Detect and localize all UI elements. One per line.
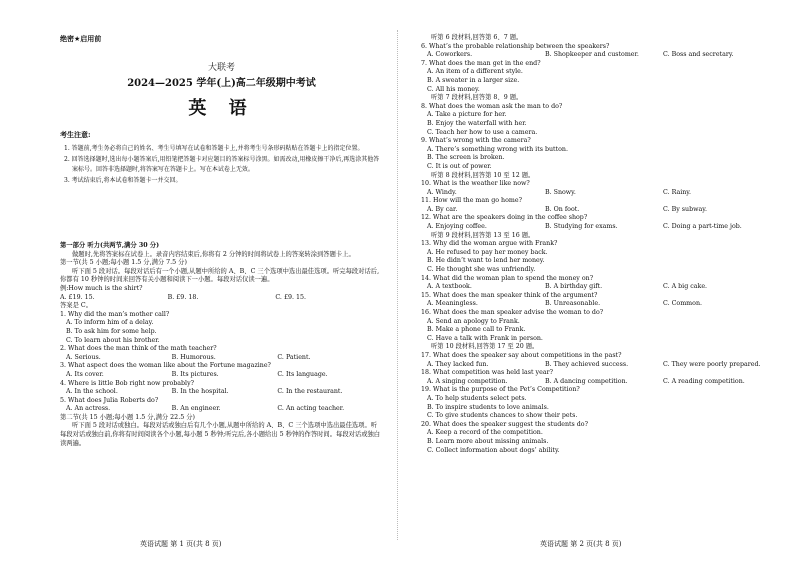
answer-options	[60, 354, 383, 363]
listen-instruction: 听第 10 段材料,回答第 17 至 20 题。	[431, 343, 539, 351]
answer-options	[60, 405, 383, 414]
option: B. To ask him for some help.	[66, 327, 157, 335]
option: A. An item of a different style.	[427, 68, 523, 76]
section1-title: 第一节(共 5 小题;每小题 1.5 分,满分 7.5 分)	[60, 259, 187, 267]
option: B. Enjoy the waterfall with her.	[427, 119, 527, 127]
option: B. Learn more about missing animals.	[427, 437, 549, 445]
answer-options	[421, 223, 781, 232]
option: C. They were poorly prepared.	[663, 360, 761, 368]
option: C. Rainy.	[663, 188, 692, 196]
option: B. A birthday gift.	[545, 283, 603, 291]
option: B. Snowy.	[545, 188, 576, 196]
option: C. To give students chances to show their pets.	[427, 412, 578, 420]
answer-options	[421, 378, 781, 387]
section2-intro: 听下面 5 段对话或独白。每段对话或独白后有几个小题,从题中所给的 A、B、C 三个选项中选出最佳选项。听每段对话或独白前,你将有时间阅读各个小题,每小题 5 秒钟;听完后,各小题给出 5 秒钟的作答时间。每段对话或独白读两遍。	[60, 422, 381, 447]
option: C. Boss and secretary.	[663, 51, 734, 59]
option: C. Have a talk with Frank in person.	[427, 334, 543, 342]
option: C. Common.	[663, 300, 702, 308]
option: C. He thought she was unfriendly.	[427, 266, 536, 274]
option: B. In the hospital.	[171, 388, 229, 396]
question-text: 1. Why did the man’s mother call?	[60, 310, 170, 318]
exam-name: 大联考	[207, 63, 235, 73]
option: A. A textbook.	[427, 283, 472, 291]
answer-options	[421, 318, 781, 344]
secret-label: 绝密★启用前	[60, 35, 102, 43]
option: C. An acting teacher.	[277, 405, 345, 413]
option: A. Take a picture for her.	[427, 111, 507, 119]
example-answer: 答案是 C。	[60, 302, 93, 310]
question-text: 10. What is the weather like now?	[421, 180, 530, 188]
question-text: 9. What’s wrong with the camera?	[421, 137, 531, 145]
option: C. £9. 15.	[275, 293, 306, 301]
subject-title: 英 语	[188, 98, 255, 119]
option: A. Keep a record of the competition.	[427, 429, 543, 437]
listen-instruction: 听第 7 段材料,回答第 8、9 题。	[431, 94, 523, 102]
question-text: 20. What does the speaker suggest the students do?	[421, 420, 588, 428]
question-list	[60, 311, 383, 414]
answer-options	[60, 319, 383, 345]
listen-instruction: 听第 9 段材料,回答第 13 至 16 题。	[431, 231, 535, 239]
note-item: 3. 考试结束后,将本试卷和答题卡一并交回。	[64, 177, 182, 184]
page-divider	[397, 30, 398, 540]
option: A. To inform him of a delay.	[66, 319, 154, 327]
notes-title: 考生注意:	[60, 130, 91, 139]
question-list-right	[421, 34, 781, 455]
answer-options	[421, 283, 781, 292]
option: B. Make a phone call to Frank.	[427, 326, 526, 334]
answer-options	[421, 68, 781, 94]
option: B. They achieved success.	[545, 360, 629, 368]
answer-options	[421, 249, 781, 275]
option: A. There’s something wrong with its button.	[427, 145, 568, 153]
notes-list	[64, 144, 382, 187]
option: C. By subway.	[663, 205, 707, 213]
section2-title: 第二节(共 15 小题;每小题 1.5 分,满分 22.5 分)	[60, 413, 195, 421]
exam-year: 2024—2025 学年(上)高二年级期中考试	[127, 78, 316, 89]
option: C. Patient.	[277, 353, 311, 361]
answer-options	[421, 429, 781, 455]
option: C. It is out of power.	[427, 162, 492, 170]
option: C. Doing a part-time job.	[663, 223, 742, 231]
question-text: 3. What aspect does the woman like about the Fortune magazine?	[60, 362, 271, 370]
option: B. He didn’t want to lend her money.	[427, 257, 545, 265]
option: A. Its cover.	[66, 370, 104, 378]
option: B. The screen is broken.	[427, 154, 505, 162]
option: C. A big cake.	[663, 283, 708, 291]
option: A. By car.	[427, 205, 458, 213]
part1-intro: 做题时,先将答案标在试卷上。录音内容结束后,你将有 2 分钟的时间将试卷上的答案转涂到答题卡上。	[72, 250, 355, 258]
question-text: 8. What does the woman ask the man to do?	[421, 102, 563, 110]
answer-options	[421, 111, 781, 137]
option: B. Unreasonable.	[545, 300, 601, 308]
question-text: 18. What competition was held last year?	[421, 369, 553, 377]
option: B. A sweater in a larger size.	[427, 76, 520, 84]
option: B. Humorous.	[171, 353, 216, 361]
listen-instruction: 听第 6 段材料,回答第 6、7 题。	[431, 34, 523, 41]
section1-intro: 听下面 5 段对话。每段对话后有一个小题,从题中所给的 A、B、C 三个选项中选出最佳选项。听完每段对话后,你都有 10 秒钟的时间来回答有关小题和阅读下一小题。每段对话仅读一遍。	[60, 267, 380, 284]
option: C. A reading competition.	[663, 377, 745, 385]
option: B. On foot.	[545, 205, 580, 213]
option: C. All his money.	[427, 85, 480, 93]
option: A. £19. 15.	[60, 293, 95, 301]
question-text: 12. What are the speakers doing in the coffee shop?	[421, 214, 588, 222]
option: C. Its language.	[277, 370, 328, 378]
option: C. Teach her how to use a camera.	[427, 128, 538, 136]
option: A. Serious.	[66, 353, 101, 361]
option: A. Send an apology to Frank.	[427, 317, 520, 325]
answer-options	[421, 361, 781, 370]
answer-options	[60, 371, 383, 380]
option: B. £9. 18.	[167, 293, 199, 301]
question-text: 6. What’s the probable relationship between the speakers?	[421, 42, 610, 50]
option: B. An engineer.	[171, 405, 221, 413]
question-text: 14. What did the woman plan to spend the money on?	[421, 274, 594, 282]
option: B. Studying for exams.	[545, 223, 618, 231]
question-text: 13. Why did the woman argue with Frank?	[421, 240, 558, 248]
answer-options	[60, 388, 383, 397]
option: A. Meaningless.	[427, 300, 478, 308]
option: A. Enjoying coffee.	[427, 223, 487, 231]
note-item: 2. 回答选择题时,选出每小题答案后,用铅笔把答题卡对应题目的答案标号涂黑。如需改动,用橡皮擦干净后,再选涂其他答案标号。回答非选择题时,将答案写在答题卡上。写在本试卷上无效。	[64, 156, 380, 173]
answer-options	[421, 395, 781, 421]
question-text: 2. What does the man think of the math teacher?	[60, 345, 217, 353]
part1-title: 第一部分 听力(共两节,满分 30 分)	[60, 242, 160, 249]
answer-options	[421, 51, 781, 60]
answer-options	[421, 146, 781, 172]
option: B. Its pictures.	[171, 370, 219, 378]
listening-part	[60, 242, 383, 448]
question-text: 17. What does the speaker say about competitions in the past?	[421, 351, 622, 359]
option: A. They lacked fun.	[427, 360, 489, 368]
question-text: 11. How will the man go home?	[421, 197, 522, 205]
option: C. In the restaurant.	[277, 388, 343, 396]
page-footer-left: 英语试题 第 1 页(共 8 页)	[140, 540, 222, 548]
option: A. Windy.	[427, 188, 457, 196]
option: B. A dancing competition.	[545, 377, 628, 385]
option: B. Shopkeeper and customer.	[545, 51, 639, 59]
answer-options	[421, 300, 781, 309]
option: C. To learn about his brother.	[66, 336, 160, 344]
question-text: 19. What is the purpose of the Pet’s Competition?	[421, 386, 580, 394]
option: A. He refused to pay her money back.	[427, 248, 548, 256]
answer-options	[421, 206, 781, 215]
option: A. Coworkers.	[427, 51, 473, 59]
option: A. To help students select pets.	[427, 394, 527, 402]
question-text: 16. What does the man speaker advise the woman to do?	[421, 309, 604, 316]
answer-options	[421, 189, 781, 198]
example-options	[60, 294, 383, 303]
question-text: 4. Where is little Bob right now probably?	[60, 379, 195, 387]
listen-instruction: 听第 8 段材料,回答第 10 至 12 题。	[431, 171, 535, 179]
question-text: 15. What does the man speaker think of the argument?	[421, 291, 598, 299]
note-item: 1. 答题前,考生务必将自己的姓名、考生号填写在试卷和答题卡上,并将考生号条形码粘贴在答题卡上的指定位置。	[64, 145, 364, 152]
option: B. To inspire students to love animals.	[427, 403, 549, 411]
option: A. A singing competition.	[427, 377, 508, 385]
question-text: 7. What does the man get in the end?	[421, 59, 541, 67]
page-footer-right: 英语试题 第 2 页(共 8 页)	[540, 540, 622, 548]
question-text: 5. What does Julia Roberts do?	[60, 396, 159, 404]
option: C. Collect information about dogs’ ability.	[427, 446, 560, 454]
example-question: 例:How much is the shirt?	[60, 284, 143, 292]
option: A. In the school.	[66, 388, 118, 396]
option: A. An actress.	[66, 405, 111, 413]
